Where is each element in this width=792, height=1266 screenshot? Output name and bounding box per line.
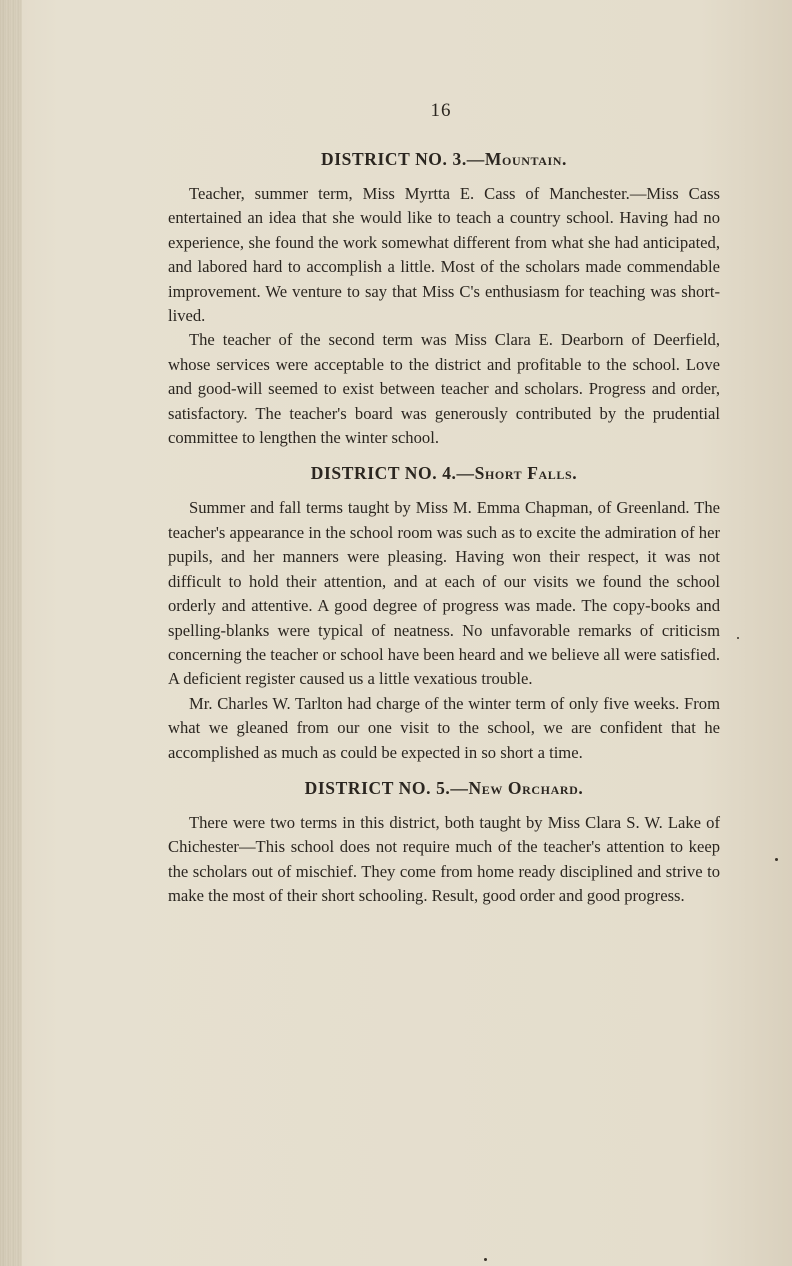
- paper-speck: [737, 637, 739, 639]
- section-heading-district-4: DISTRICT NO. 4.—Short Falls.: [310, 463, 578, 484]
- page-number: 16: [430, 100, 452, 121]
- paragraph: Mr. Charles W. Tarlton had charge of the winter term of only five weeks. From what we gleaned from our one visit to the school, we are confident that he accomplished as much as could be expected in so short a time.: [168, 693, 720, 762]
- paper-speck: [775, 858, 778, 861]
- section-heading-district-5: DISTRICT NO. 5.—New Orchard.: [304, 777, 584, 798]
- text-column: [168, 146, 720, 909]
- section-heading-district-3: DISTRICT NO. 3.—Mountain.: [321, 149, 567, 169]
- paragraph: The teacher of the second term was Miss Clara E. Dearborn of Deerfield, whose services were acceptable to the district and profitable to the school. Love and good-will seemed to exist between teacher and scholars. Progress and order, satisfactory. The teacher's board was generously contributed by the prudential committee to lengthen the winter school.: [168, 330, 720, 448]
- paragraph: Summer and fall terms taught by Miss M. Emma Chapman, of Greenland. The teacher's appearance in the school room was such as to excite the admiration of her pupils, and her manners were pleasing. Having won their respect, it was not difficult to hold their attention, and at each of our visits we found the school orderly and attentive. A good degree of progress was made. The copy-books and spelling-blanks were typical of neatness. No unfavorable remarks of criticism concerning the teacher or school have been heard and we believe all were satisfied. A deficient register caused us a little vexatious trouble.: [168, 498, 720, 689]
- book-spine-edge: [0, 0, 22, 1266]
- paragraph: There were two terms in this district, both taught by Miss Clara S. W. Lake of Chichester—This school does not require much of the teacher's attention to keep the scholars out of mischief. They come from home ready disciplined and strive to make the most of their short schooling. Result, good order and good progress.: [168, 812, 720, 906]
- paper-speck: [484, 1258, 487, 1261]
- paragraph: Teacher, summer term, Miss Myrtta E. Cass of Manchester.—Miss Cass entertained an idea that she would like to teach a country school. Having had no experience, she found the work somewhat different from what she had anticipated, and labored hard to accomplish a little. Most of the scholars made commendable improvement. We venture to say that Miss C's enthusiasm for teaching was short-lived.: [168, 184, 720, 326]
